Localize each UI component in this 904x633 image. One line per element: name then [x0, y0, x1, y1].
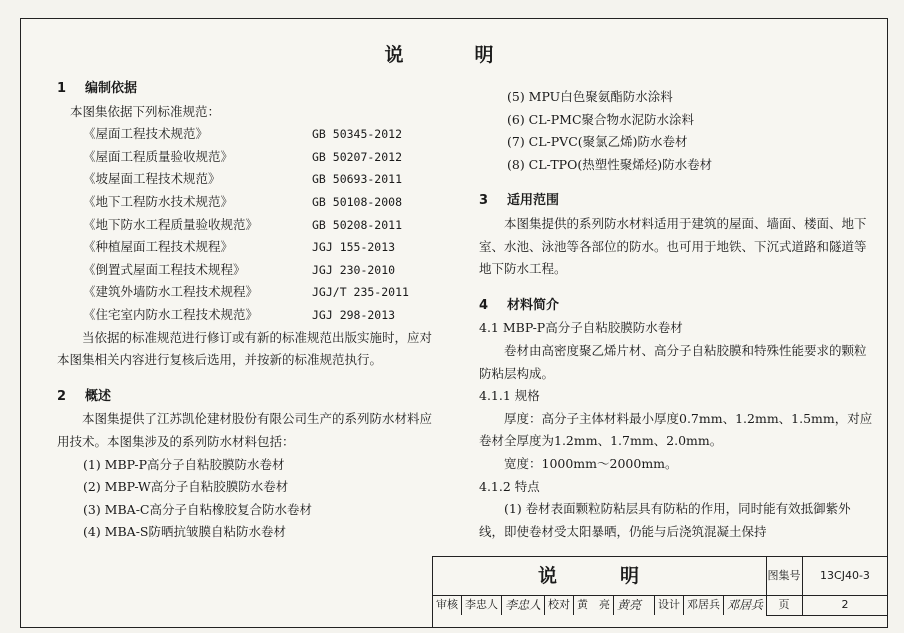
reference-code: JGJ 230-2010 [312, 262, 396, 277]
material-item: (6) CL-PMC聚合物水泥防水涂料 [507, 111, 695, 127]
reference-item [57, 304, 442, 327]
material-item: (5) MPU白色聚氨酯防水涂料 [507, 89, 673, 104]
subsection-4-1-para: 卷材由高密度聚乙烯片材、高分子自粘胶膜和特殊性能要求的颗粒防粘层构成。 [479, 342, 867, 381]
material-item: (3) MBA-C高分子自粘橡胶复合防水卷材 [83, 501, 312, 517]
subsection-4-1-1: 4.1.1 规格 [479, 388, 540, 404]
material-list [57, 454, 442, 544]
section-2-heading: 2 概述 [57, 388, 112, 404]
reference-name: 《地下工程防水技术规范》 [83, 193, 234, 209]
subsection-4-1-2: 4.1.2 特点 [479, 478, 540, 494]
material-list-continued [479, 86, 874, 176]
reference-name: 《屋面工程技术规范》 [83, 126, 209, 142]
check-signature: 黄亮 [614, 595, 655, 615]
design-signature: 邓居兵 [726, 598, 763, 612]
reference-name: 《倒置式屋面工程技术规程》 [83, 261, 246, 277]
title-block [432, 556, 888, 628]
reference-code: JGJ/T 235-2011 [312, 285, 409, 300]
feature-1: (1) 卷材表面颗粒防粘层具有防粘的作用，同时能有效抵御紫外线，即使卷材受太阳暴晒，仍能与后浇筑混凝土保持 [479, 501, 851, 539]
width-spec: 宽度：1000mm～2000mm。 [504, 455, 678, 471]
reference-list [57, 123, 442, 326]
right-column [479, 86, 874, 543]
reference-code: GB 50207-2012 [312, 149, 403, 164]
reference-item [57, 214, 442, 237]
material-item: (2) MBP-W高分子自粘胶膜防水卷材 [83, 479, 289, 495]
reference-code: JGJ 155-2013 [312, 240, 396, 255]
reference-item [57, 259, 442, 282]
section-3-heading: 3 适用范围 [479, 193, 560, 209]
section-2-para: 本图集提供了江苏凯伦建材股份有限公司生产的系列防水材料应用技术。本图集涉及的系列防水材料包括： [57, 411, 433, 449]
review-name: 李忠人 [462, 595, 502, 615]
reference-code: GB 50108-2008 [312, 194, 403, 209]
section-1-note: 当依据的标准规范进行修订或有新的标准规范出版实施时，应对本图集相关内容进行复核后选用，并按新的标准规范执行。 [57, 329, 433, 368]
reference-code: GB 50208-2011 [312, 217, 403, 232]
thickness-spec: 厚度：高分子主体材料最小厚度0.7mm、1.2mm、1.5mm，对应卷材全厚度为1.2mm、1.7mm、2.0mm。 [479, 410, 873, 449]
design-label: 设计 [655, 595, 684, 615]
title-block-title: 说 明 [433, 557, 767, 596]
reference-item [57, 146, 442, 169]
design-name: 邓居兵 [684, 595, 724, 615]
material-item: (1) MBP-P高分子自粘胶膜防水卷材 [83, 456, 285, 472]
material-item: (4) MBA-S防晒抗皱膜自粘防水卷材 [83, 524, 286, 540]
check-label: 校对 [545, 595, 574, 615]
reference-item [57, 236, 442, 259]
section-1-intro: 本图集依据下列标准规范： [70, 103, 221, 119]
reference-item [57, 191, 442, 214]
material-item: (7) CL-PVC(聚氯乙烯)防水卷材 [507, 134, 688, 150]
reference-item [57, 123, 442, 146]
reference-code: GB 50693-2011 [312, 172, 403, 187]
material-item: (8) CL-TPO(热塑性聚烯烃)防水卷材 [507, 156, 713, 172]
page-number: 2 [802, 595, 888, 616]
reference-name: 《屋面工程质量验收规范》 [83, 148, 234, 164]
page-title: 说 明 [384, 44, 520, 66]
reference-name: 《地下防水工程质量验收规范》 [83, 216, 259, 232]
reference-item [57, 168, 442, 191]
reference-name: 《住宅室内防水工程技术规范》 [83, 306, 259, 322]
reference-code: GB 50345-2012 [312, 127, 403, 142]
atlas-number-label: 图集号 [766, 557, 803, 596]
reference-name: 《种植屋面工程技术规程》 [83, 239, 234, 255]
review-label: 审核 [433, 595, 462, 615]
signature-row [433, 595, 767, 615]
reference-name: 《建筑外墙防水工程技术规程》 [83, 284, 259, 300]
atlas-number: 13CJ40-3 [802, 557, 888, 596]
reference-name: 《坡屋面工程技术规范》 [83, 171, 221, 187]
reference-code: JGJ 298-2013 [312, 307, 396, 322]
review-signature: 李忠人 [502, 595, 545, 615]
page-label: 页 [766, 595, 803, 616]
section-4-heading: 4 材料简介 [479, 297, 560, 313]
reference-item [57, 281, 442, 304]
subsection-4-1: 4.1 MBP-P高分子自粘胶膜防水卷材 [479, 320, 683, 336]
check-name: 黄 亮 [574, 595, 614, 615]
section-3-para: 本图集提供的系列防水材料适用于建筑的屋面、墙面、楼面、地下室、水池、泳池等各部位的防水。也可用于地铁、下沉式道路和隧道等地下防水工程。 [479, 215, 867, 277]
left-column [57, 78, 442, 544]
section-1-heading: 1 编制依据 [57, 81, 138, 96]
